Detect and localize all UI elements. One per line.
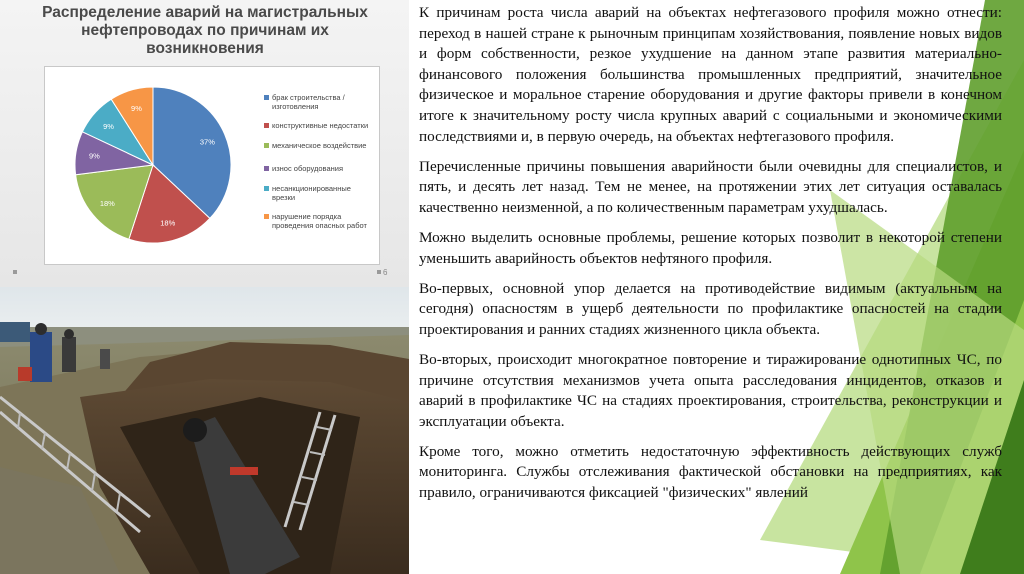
legend-swatch <box>264 214 269 219</box>
slide-marker <box>13 270 17 274</box>
legend-label <box>272 141 374 150</box>
legend-swatch <box>264 166 269 171</box>
paragraph: Перечисленные причины повышения аварийности были очевидны для специалистов, и пять, и десять лет назад. Тем не менее, на протяжении этих лет ситуация оставалась качественно неизменной, а по количественным параметрам ухудшалась. <box>419 157 1002 216</box>
legend-label-line: нарушение порядка <box>272 212 342 221</box>
legend-label <box>272 121 374 130</box>
pie-slice-label: 18% <box>160 218 176 228</box>
legend-label <box>272 164 374 173</box>
pipeline-trench-photo <box>0 287 409 574</box>
legend-label-line: брак строительства / <box>272 93 345 102</box>
chart-title-line: Распределение аварий на магистральных <box>42 4 368 21</box>
legend-label-line: механическое воздействие <box>272 141 367 150</box>
chart-title-line: возникновения <box>146 40 264 57</box>
legend-label <box>272 93 374 111</box>
pie-slice-label: 37% <box>199 137 215 147</box>
slide-marker <box>377 270 381 274</box>
paragraph: Кроме того, можно отметить недостаточную эффективность действующих служб мониторинга. Службы отслеживания фактической обстановки на предприятиях, как правило, ограничиваются фиксацией "физических" явлений <box>419 442 1002 501</box>
pie-slice-label: 9% <box>89 151 100 161</box>
legend-label <box>272 184 374 202</box>
paragraph: Можно выделить основные проблемы, решение которых позволит в некоторой степени уменьшить аварийность объектов нефтяного профиля. <box>419 228 1002 267</box>
pie-slice-label: 9% <box>103 121 114 131</box>
legend-label-line: проведения опасных работ <box>272 221 367 230</box>
pie-slice-label: 18% <box>99 198 115 208</box>
photo-illustration <box>0 287 409 574</box>
chart-title-line: нефтепроводах по причинам их <box>81 22 329 39</box>
page-number: 6 <box>383 268 388 277</box>
legend-label-line: конструктивные недостатки <box>272 121 369 130</box>
chart-title <box>20 4 390 58</box>
legend-swatch <box>264 123 269 128</box>
pie-slice-label: 9% <box>131 104 142 114</box>
paragraph: Во-первых, основной упор делается на противодействие видимым (актуальным на сегодня) опасностям в ущерб деятельности по профилактике опасностей на стадии проектирования и ранних стадиях жизненного цикла объекта. <box>419 279 1002 338</box>
chart-slide-panel <box>0 0 409 287</box>
legend-swatch <box>264 143 269 148</box>
legend-swatch <box>264 186 269 191</box>
legend-label-line: врезки <box>272 193 296 202</box>
legend-label <box>272 212 374 230</box>
paragraph: К причинам роста числа аварий на объектах нефтегазового профиля можно отнести: переход в нашей стране к рыночным принципам хозяйствования, появление новых видов и форм собственности, резкое ухудшение на данном этапе развития материально-финансового положения большинства промышленных предприятий, значительное физическое и моральное старение оборудования и другие факторы привели в конечном итоге к значительному росту числа крупных аварий с социальными и экономическими последствиями и, в первую очередь, на объектах нефтегазового профиля. <box>419 4 1002 145</box>
paragraph: Во-вторых, происходит многократное повторение и тиражирование однотипных ЧС, по причине отсутствия механизмов учета опыта расследования инцидентов, отказов и аварий в профилактике ЧС на стадиях проектирования, строительства, реконструкции и эксплуатации объекта. <box>419 350 1002 430</box>
legend-label-line: изготовления <box>272 102 319 111</box>
legend-swatch <box>264 95 269 100</box>
legend-label-line: износ оборудования <box>272 164 344 173</box>
body-text <box>419 3 1002 513</box>
chart-box <box>44 66 380 265</box>
legend-label-line: несанкционированные <box>272 184 351 193</box>
